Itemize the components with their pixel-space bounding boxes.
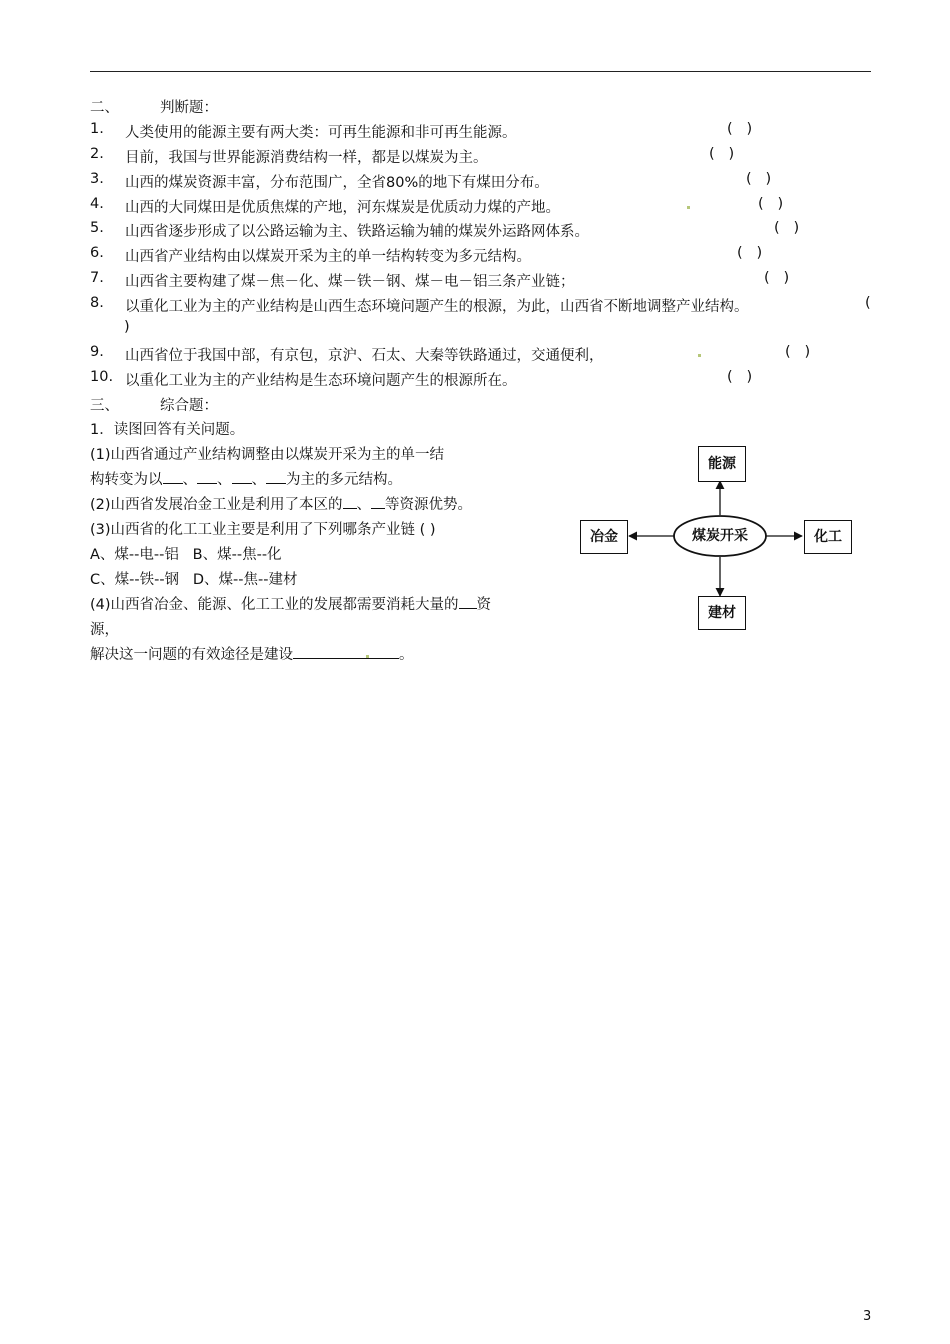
answer-bracket[interactable]: ( ) <box>785 344 811 360</box>
answer-bracket-close[interactable]: ) <box>124 319 130 335</box>
question-number: 4. <box>90 196 104 212</box>
fill-blank[interactable] <box>232 469 252 484</box>
subquestion-text: 为主的多元结构。 <box>286 472 402 488</box>
subquestion-text: 构转变为以 <box>90 472 163 488</box>
marker-dot <box>698 354 701 357</box>
marker-dot <box>366 655 369 658</box>
subquestion-1-line-b <box>90 468 402 489</box>
fill-blank[interactable] <box>163 469 183 484</box>
fill-blank[interactable] <box>343 494 357 509</box>
answer-bracket[interactable]: ( ) <box>774 220 800 236</box>
question-text: 山西的大同煤田是优质焦煤的产地，河东煤炭是优质动力煤的产地。 <box>125 200 560 216</box>
question-text: 以重化工业为主的产业结构是生态环境问题产生的根源所在。 <box>125 373 517 389</box>
center-label: 煤炭开采 <box>692 528 748 544</box>
subquestion-text: 资 <box>476 597 492 613</box>
section-3-number: 三、 <box>90 398 119 414</box>
option-a-b: A、煤--电--铝 B、煤--焦--化 <box>90 547 282 563</box>
question-text: 目前，我国与世界能源消费结构一样，都是以煤炭为主。 <box>125 150 488 166</box>
industry-diagram <box>572 440 862 640</box>
subquestion-text: 等资源优势。 <box>385 497 473 513</box>
node-chemical: 化工 <box>804 520 852 554</box>
fill-blank[interactable] <box>293 644 399 659</box>
subquestion-4-line-c <box>90 643 414 664</box>
question-1-intro: 1．读图回答有关问题。 <box>90 422 245 438</box>
subquestion-1-line-a: (1)山西省通过产业结构调整由以煤炭开采为主的单一结 <box>90 447 445 463</box>
separator: 、 <box>182 472 197 488</box>
subquestion-4-line-b: 源， <box>90 622 119 638</box>
subquestion-4-line-a <box>90 593 491 614</box>
answer-bracket[interactable]: ( ) <box>727 121 753 137</box>
answer-bracket[interactable]: ( ) <box>727 369 753 385</box>
fill-blank[interactable] <box>266 469 286 484</box>
answer-bracket[interactable]: ( ) <box>709 146 735 162</box>
section-2-number: 二、 <box>90 100 119 116</box>
answer-bracket[interactable]: ( ) <box>737 245 763 261</box>
question-text: 山西省产业结构由以煤炭开采为主的单一结构转变为多元结构。 <box>125 249 531 265</box>
subquestion-text: (4)山西省冶金、能源、化工工业的发展都需要消耗大量的 <box>90 597 459 613</box>
section-2-title: 判断题： <box>160 100 218 116</box>
question-text: 以重化工业为主的产业结构是山西生态环境问题产生的根源，为此，山西省不断地调整产业结构。 <box>125 299 749 315</box>
question-number: 10. <box>90 369 114 385</box>
answer-bracket-open[interactable]: ( <box>865 295 871 311</box>
section-3-heading <box>90 394 218 415</box>
question-text: 山西省位于我国中部，有京包，京沪、石太、大秦等铁路通过，交通便利， <box>125 348 604 364</box>
question-number: 2. <box>90 146 104 162</box>
question-number: 9. <box>90 344 104 360</box>
question-text: 山西省主要构建了煤－焦－化、煤－铁－钢、煤－电－铝三条产业链； <box>125 274 575 290</box>
question-text: 山西省逐步形成了以公路运输为主、铁路运输为辅的煤炭外运路网体系。 <box>125 224 589 240</box>
node-building-materials: 建材 <box>698 596 746 630</box>
question-number: 8. <box>90 295 104 311</box>
question-text: 人类使用的能源主要有两大类：可再生能源和非可再生能源。 <box>125 125 517 141</box>
answer-bracket[interactable]: ( ) <box>758 196 784 212</box>
node-metallurgy: 冶金 <box>580 520 628 554</box>
answer-bracket[interactable]: ( ) <box>746 171 772 187</box>
question-number: 3. <box>90 171 104 187</box>
question-number: 6. <box>90 245 104 261</box>
section-3-title: 综合题： <box>160 398 218 414</box>
subquestion-text: 解决这一问题的有效途径是建设 <box>90 647 293 663</box>
option-c-d: C、煤--铁--钢 D、煤--焦--建材 <box>90 572 298 588</box>
subquestion-text: (2)山西省发展冶金工业是利用了本区的 <box>90 497 343 513</box>
answer-bracket[interactable]: ( ) <box>764 270 790 286</box>
separator: 、 <box>217 472 232 488</box>
subquestion-2 <box>90 493 472 514</box>
node-energy: 能源 <box>698 446 746 482</box>
subquestion-3: (3)山西省的化工工业主要是利用了下列哪条产业链 ( ) <box>90 522 436 538</box>
question-number: 7. <box>90 270 104 286</box>
question-number: 1. <box>90 121 104 137</box>
separator: 、 <box>356 497 372 513</box>
question-text: 山西的煤炭资源丰富，分布范围广，全省80%的地下有煤田分布。 <box>125 175 549 191</box>
fill-blank[interactable] <box>459 594 477 609</box>
marker-dot <box>687 206 690 209</box>
header-rule <box>90 71 871 72</box>
separator: 、 <box>251 472 266 488</box>
section-2-heading <box>90 96 218 117</box>
fill-blank[interactable] <box>197 469 217 484</box>
question-number: 5. <box>90 220 104 236</box>
page-number: 3 <box>863 1309 872 1324</box>
fill-blank[interactable] <box>371 494 385 509</box>
subquestion-text: 。 <box>399 647 414 663</box>
